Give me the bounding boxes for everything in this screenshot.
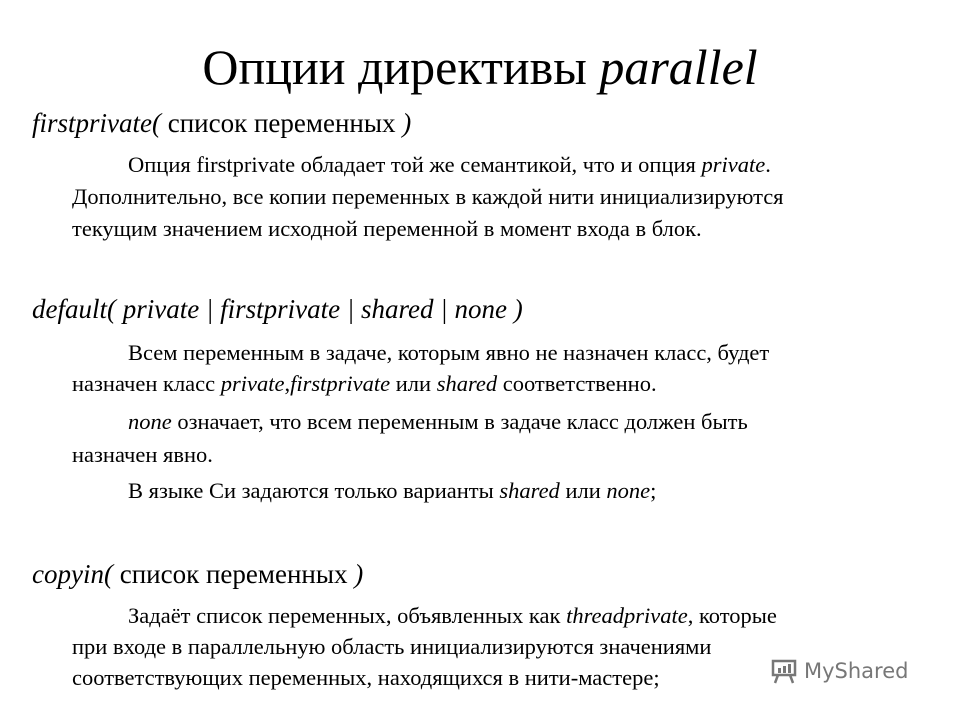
heading-firstprivate — [32, 108, 411, 139]
text: Задаёт список переменных, объявленных как — [128, 603, 567, 628]
text: или — [390, 371, 437, 396]
text-italic: private — [701, 152, 766, 177]
body-line — [128, 409, 748, 435]
text-italic: firstprivate — [290, 371, 391, 396]
heading-copyin — [32, 559, 363, 590]
body-line — [128, 478, 656, 504]
text: или — [559, 478, 607, 503]
text: ; — [650, 478, 657, 503]
text-italic: threadprivate — [566, 603, 688, 628]
presentation-board-icon — [770, 658, 798, 684]
heading-text: список переменных — [161, 108, 403, 138]
text-italic: private — [220, 371, 285, 396]
body-line: назначен явно. — [72, 442, 213, 467]
heading-default — [32, 294, 523, 325]
text: означает, что всем переменным в задаче класс должен быть — [171, 409, 748, 434]
text: , — [284, 371, 291, 396]
watermark-text: MyShared — [804, 659, 909, 683]
slide-title — [0, 38, 960, 96]
text-italic: none — [606, 478, 651, 503]
watermark — [770, 658, 908, 684]
body-line: Дополнительно, все копии переменных в каждой нити инициализируются — [72, 184, 784, 209]
text: , которые — [687, 603, 777, 628]
title-text: Опции директивы — [202, 39, 600, 95]
body-line: Всем переменным в задаче, которым явно не назначен класс, будет — [128, 340, 770, 365]
body-line: соответствующих переменных, находящихся в нити-мастере; — [72, 665, 660, 690]
body-line — [128, 603, 777, 629]
text: . — [765, 152, 771, 177]
text: В языке Си задаются только варианты — [128, 478, 500, 503]
body-line: текущим значением исходной переменной в момент входа в блок. — [72, 216, 702, 241]
heading-text: список переменных — [112, 559, 355, 589]
heading-keyword: firstprivate( — [32, 108, 161, 138]
body-line — [128, 152, 771, 178]
heading-paren: ) — [354, 559, 364, 589]
text-italic: shared — [499, 478, 560, 503]
body-line: при входе в параллельную область инициализируются значениями — [72, 634, 712, 659]
heading-keyword: default( private | firstprivate | shared | none ) — [32, 294, 523, 324]
heading-keyword: copyin( — [32, 559, 113, 589]
text-italic: none — [128, 409, 172, 434]
text: Опция firstprivate обладает той же семантикой, что и опция — [128, 152, 702, 177]
title-italic: parallel — [599, 39, 758, 95]
text-italic: shared — [436, 371, 498, 396]
body-line — [72, 371, 657, 397]
heading-paren: ) — [402, 108, 412, 138]
text: назначен класс — [72, 371, 221, 396]
text: соответственно. — [497, 371, 657, 396]
